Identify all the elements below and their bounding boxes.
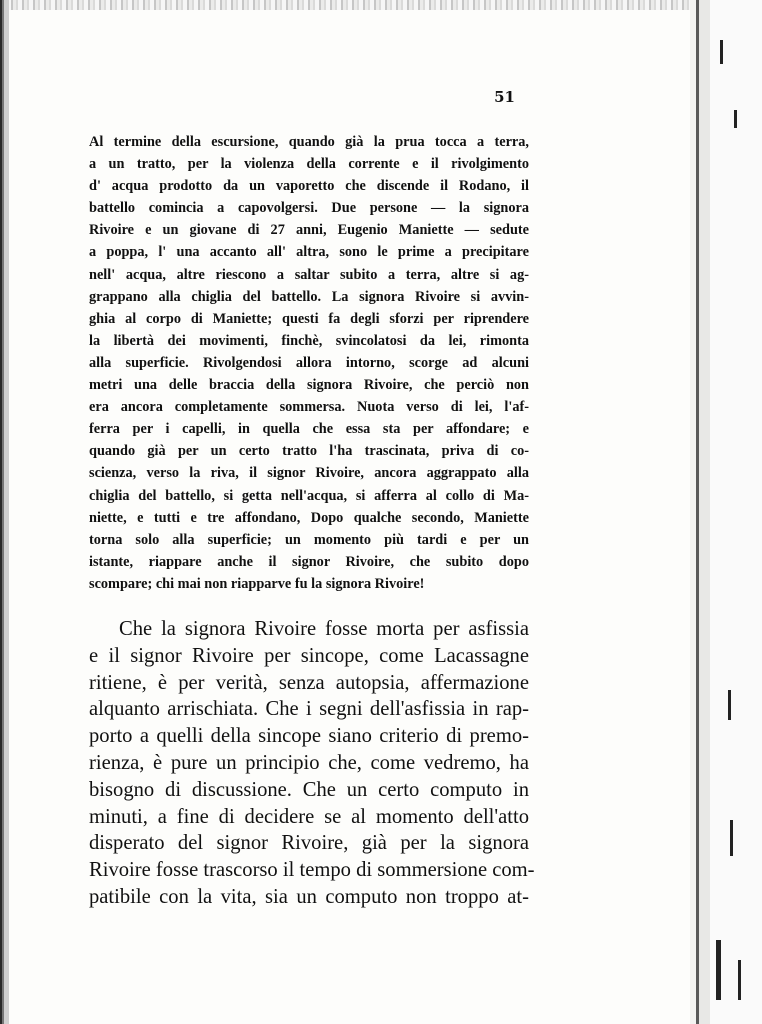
text-line: scienza, verso la riva, il signor Rivoire, ancora aggrappato alla: [89, 465, 529, 482]
narrative-paragraph: [89, 131, 529, 595]
text-line: chiglia del battello, si getta nell'acqua, si afferra al collo di Ma-: [89, 487, 529, 504]
text-line: grappano alla chiglia del battello. La signora Rivoire si avvin-: [89, 288, 529, 305]
gutter-mark: [720, 40, 723, 64]
text-line: era ancora completamente sommersa. Nuota verso di lei, l'af-: [89, 399, 529, 416]
text-line: porto a quelli della sincope siano criterio di premo-: [89, 725, 529, 748]
text-line: d' acqua prodotto da un vaporetto che discende il Rodano, il: [89, 178, 529, 195]
body-paragraph: [89, 616, 535, 911]
text-line: niette, e tutti e tre affondano, Dopo qualche secondo, Maniette: [89, 509, 529, 526]
gutter-mark: [734, 110, 737, 128]
text-line: torna solo alla superficie; un momento più tardi e per un: [89, 531, 529, 548]
text-line: Rivoire fosse trascorso il tempo di sommersione com-: [89, 859, 535, 882]
scan-gutter: [690, 0, 762, 1024]
text-line: scompare; chi mai non riapparve fu la signora Rivoire!: [89, 575, 425, 592]
text-line: nell' acqua, altre riescono a saltar subito a terra, altre si ag-: [89, 266, 529, 283]
text-line: istante, riappare anche il signor Rivoire, che subito dopo: [89, 553, 529, 570]
text-line: alquanto arrischiata. Che i segni dell'asfissia in rap-: [89, 698, 529, 721]
text-line: Rivoire e un giovane di 27 anni, Eugenio Maniette — sedute: [89, 222, 529, 239]
scan-top-edge: [0, 0, 700, 10]
text-line: rienza, è pure un principio che, come vedremo, ha: [89, 751, 529, 774]
text-line: Al termine della escursione, quando già la prua tocca a terra,: [89, 134, 529, 150]
text-line: ghia al corpo di Maniette; questi fa degli sforzi per riprendere: [89, 310, 529, 327]
text-line: minuti, a fine di decidere se al momento dell'atto: [89, 805, 529, 828]
text-line: Che la signora Rivoire fosse morta per asfissia: [119, 618, 529, 640]
text-line: bisogno di discussione. Che un certo computo in: [89, 778, 529, 801]
text-line: e il signor Rivoire per sincope, come Lacassagne: [89, 644, 529, 667]
text-line: battello comincia a capovolgersi. Due persone — la signora: [89, 200, 529, 217]
gutter-mark: [738, 960, 741, 1000]
text-line: alla superficie. Rivolgendosi allora intorno, scorge ad alcuni: [89, 354, 529, 371]
text-line: a poppa, l' una accanto all' altra, sono le prime a precipitare: [89, 244, 529, 261]
text-line: a un tratto, per la violenza della corrente e il rivolgimento: [89, 156, 529, 173]
scan-left-edge: [0, 0, 9, 1024]
text-line: ritiene, è per verità, senza autopsia, affermazione: [89, 671, 529, 694]
text-line: metri una delle braccia della signora Rivoire, che perciò non: [89, 377, 529, 394]
gutter-mark: [716, 940, 721, 1000]
text-line: disperato del signor Rivoire, già per la signora: [89, 832, 529, 855]
text-line: ferra per i capelli, in quella che essa sta per affondare; e: [89, 421, 529, 438]
gutter-mark: [730, 820, 733, 856]
text-line: quando già per un certo tratto l'ha trascinata, priva di co-: [89, 443, 529, 460]
text-line: patibile con la vita, sia un computo non troppo at-: [89, 885, 529, 908]
page-number: 51: [494, 88, 515, 106]
text-line: la libertà dei movimenti, finchè, svincolatosi da lei, rimonta: [89, 332, 529, 349]
gutter-mark: [728, 690, 731, 720]
